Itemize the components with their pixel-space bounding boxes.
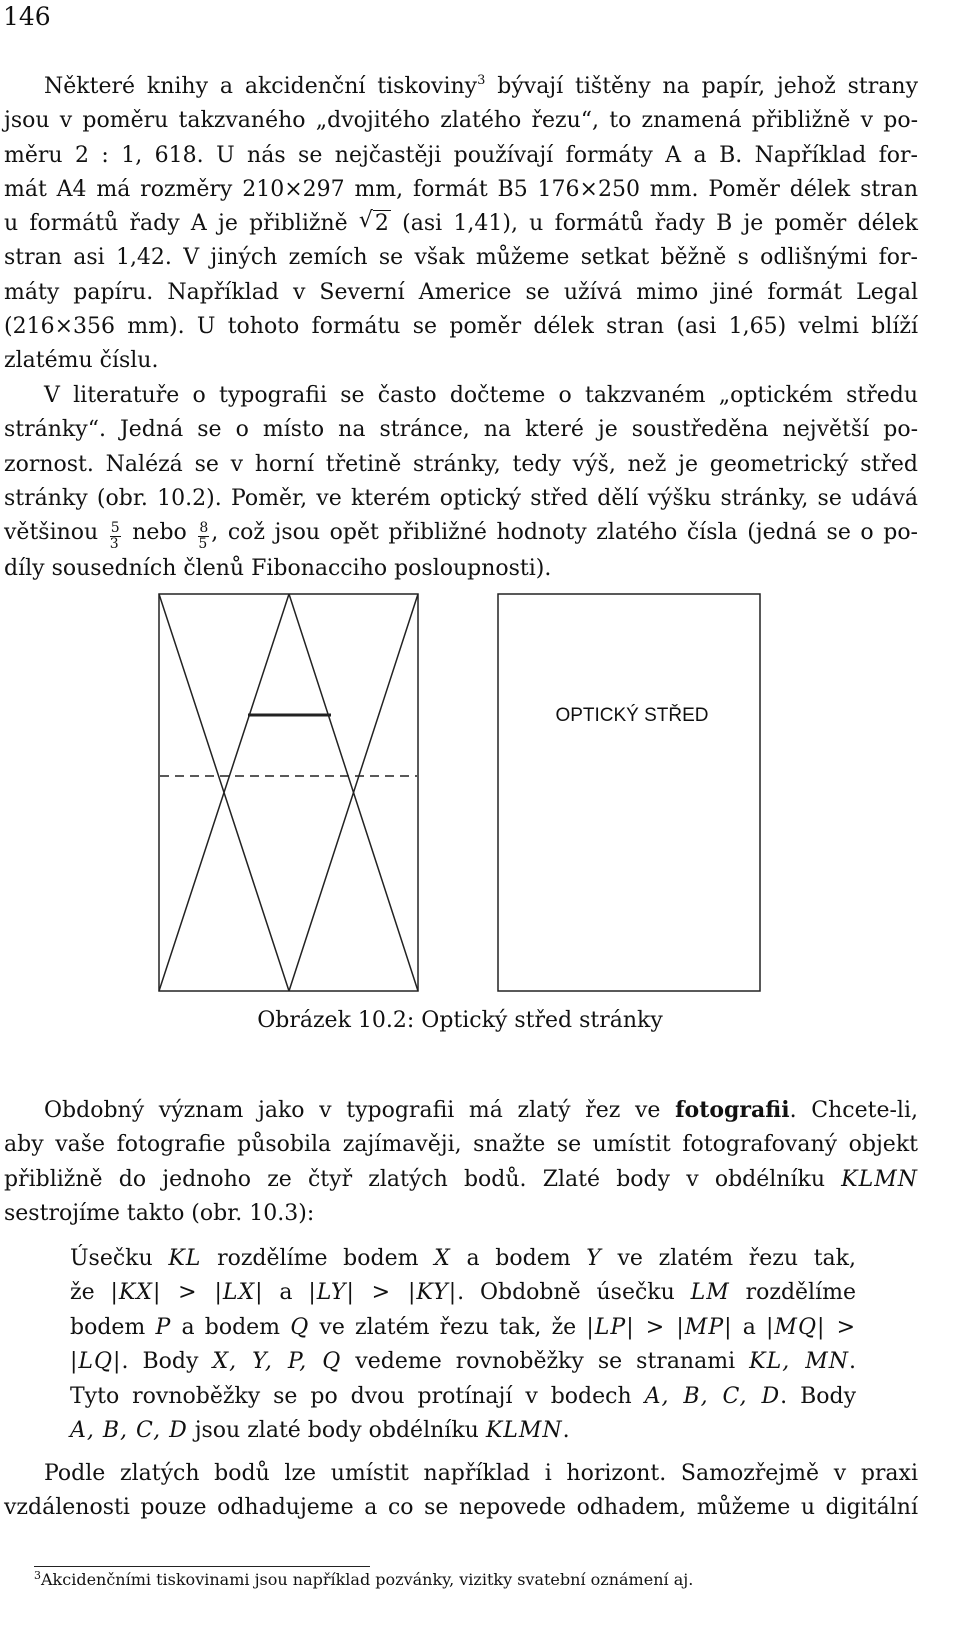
text-line: že |KX| > |LX| a |LY| > |KY|. Obdobně úsečku LM rozdělíme: [70, 1280, 856, 1306]
text-line: většinou $\frac{5}{3}$ nebo $\frac{8}{5}$ , což jsou opět přibližné hodnoty zlatého čísla (jedná se o po-: [4, 520, 918, 553]
text-line: Úsečku KL rozdělíme bodem X a bodem Y ve zlatém řezu tak,: [70, 1246, 856, 1271]
text-line: mát A4 má rozměry 210×297 mm, formát B5 176×250 mm. Poměr délek stran: [4, 176, 918, 202]
text-line: V literatuře o typografii se často dočteme o takzvaném „optickém středu: [44, 383, 918, 408]
paragraph-optical-center: [4, 379, 918, 586]
text-line: máty papíru. Například v Severní Americe se užívá mimo jiné formát Legal: [4, 279, 918, 305]
footnote-text: Akcidenčními tiskovinami jsou například pozvánky, vizitky svatební oznámení aj.: [41, 1570, 694, 1589]
text-line: Podle zlatých bodů lze umístit například i horizont. Samozřejmě v praxi: [44, 1461, 918, 1486]
text-line: přibližně do jednoho ze čtyř zlatých bodů. Zlaté body v obdélníku KLMN: [4, 1166, 918, 1192]
paragraph-paper-formats: [4, 70, 918, 379]
text-line: stran asi 1,42. V jiných zemích se však můžeme setkat běžně s odlišnými for-: [4, 245, 918, 271]
footnote: [34, 1569, 693, 1591]
footnote-ref: 3: [477, 73, 486, 88]
text-line: aby vaše fotografie působila zajímavěji, snažte se umístit fotografovaný objekt: [4, 1132, 918, 1158]
page-number: 146: [3, 2, 51, 31]
text-line: vzdálenosti pouze odhadujeme a co se nepovede odhadem, můžeme u digitální: [4, 1495, 918, 1521]
text-line: Některé knihy a akcidenční tiskoviny$^3$ bývají tištěny na papír, jehož strany: [44, 73, 918, 99]
text-line: zlatému číslu.: [4, 348, 159, 374]
left-page-frame: [159, 594, 418, 991]
paragraph-photography: [4, 1093, 918, 1231]
text-line: díly sousedních členů Fibonacciho posloupnosti).: [4, 556, 552, 582]
figure-caption: Obrázek 10.2: Optický střed stránky: [257, 1008, 663, 1033]
footnote-mark: 3: [34, 1569, 41, 1582]
text-line: A, B, C, D jsou zlaté body obdélníku KLMN.: [70, 1418, 570, 1444]
text-line: měru 2 : 1, 618. U nás se nejčastěji používají formáty A a B. Například for-: [4, 142, 918, 168]
text-line: bodem P a bodem Q ve zlatém řezu tak, že |LP| > |MP| a |MQ| >: [70, 1314, 857, 1340]
optical-center-label: OPTICKÝ STŘED: [555, 705, 709, 726]
optical-center-figure: [0, 585, 960, 1005]
footnote-rule: [34, 1566, 370, 1567]
text-line: zornost. Nalézá se v horní třetině stránky, tedy výš, než je geometrický střed: [4, 451, 918, 477]
text-line: stránky (obr. 10.2). Poměr, ve kterém optický střed dělí výšku stránky, se udává: [4, 485, 918, 511]
bold-term: fotografii: [675, 1097, 790, 1123]
paragraph-horizon: [4, 1457, 918, 1526]
text-line: jsou v poměru takzvaného „dvojitého zlatého řezu“, to znamená přibližně v po-: [4, 108, 918, 134]
fraction-5-3: $\frac{5}{3}$: [109, 520, 120, 553]
text-line: stránky“. Jedná se o místo na stránce, na které je soustředěna největší po-: [4, 417, 918, 443]
text-line: sestrojíme takto (obr. 10.3):: [4, 1200, 315, 1226]
text-line: Tyto rovnoběžky se po dvou protínají v bodech A, B, C, D. Body: [70, 1383, 857, 1409]
text-line: Obdobný význam jako v typografii má zlatý řez ve fotografii. Chcete-li,: [44, 1097, 918, 1123]
construction-steps: [70, 1242, 856, 1448]
text-line: (216×356 mm). U tohoto formátu se poměr délek stran (asi 1,65) velmi blíží: [4, 314, 918, 340]
fraction-8-5: $\frac{8}{5}$: [198, 520, 209, 553]
text-line: u formátů řady A je přibližně √ 2 (asi 1,41), u formátů řady B je poměr délek: [4, 207, 918, 241]
text-line: |LQ|. Body X, Y, P, Q vedeme rovnoběžky se stranami KL, MN.: [70, 1349, 856, 1375]
right-page-frame: [498, 594, 760, 991]
square-root: √ 2: [358, 208, 389, 237]
